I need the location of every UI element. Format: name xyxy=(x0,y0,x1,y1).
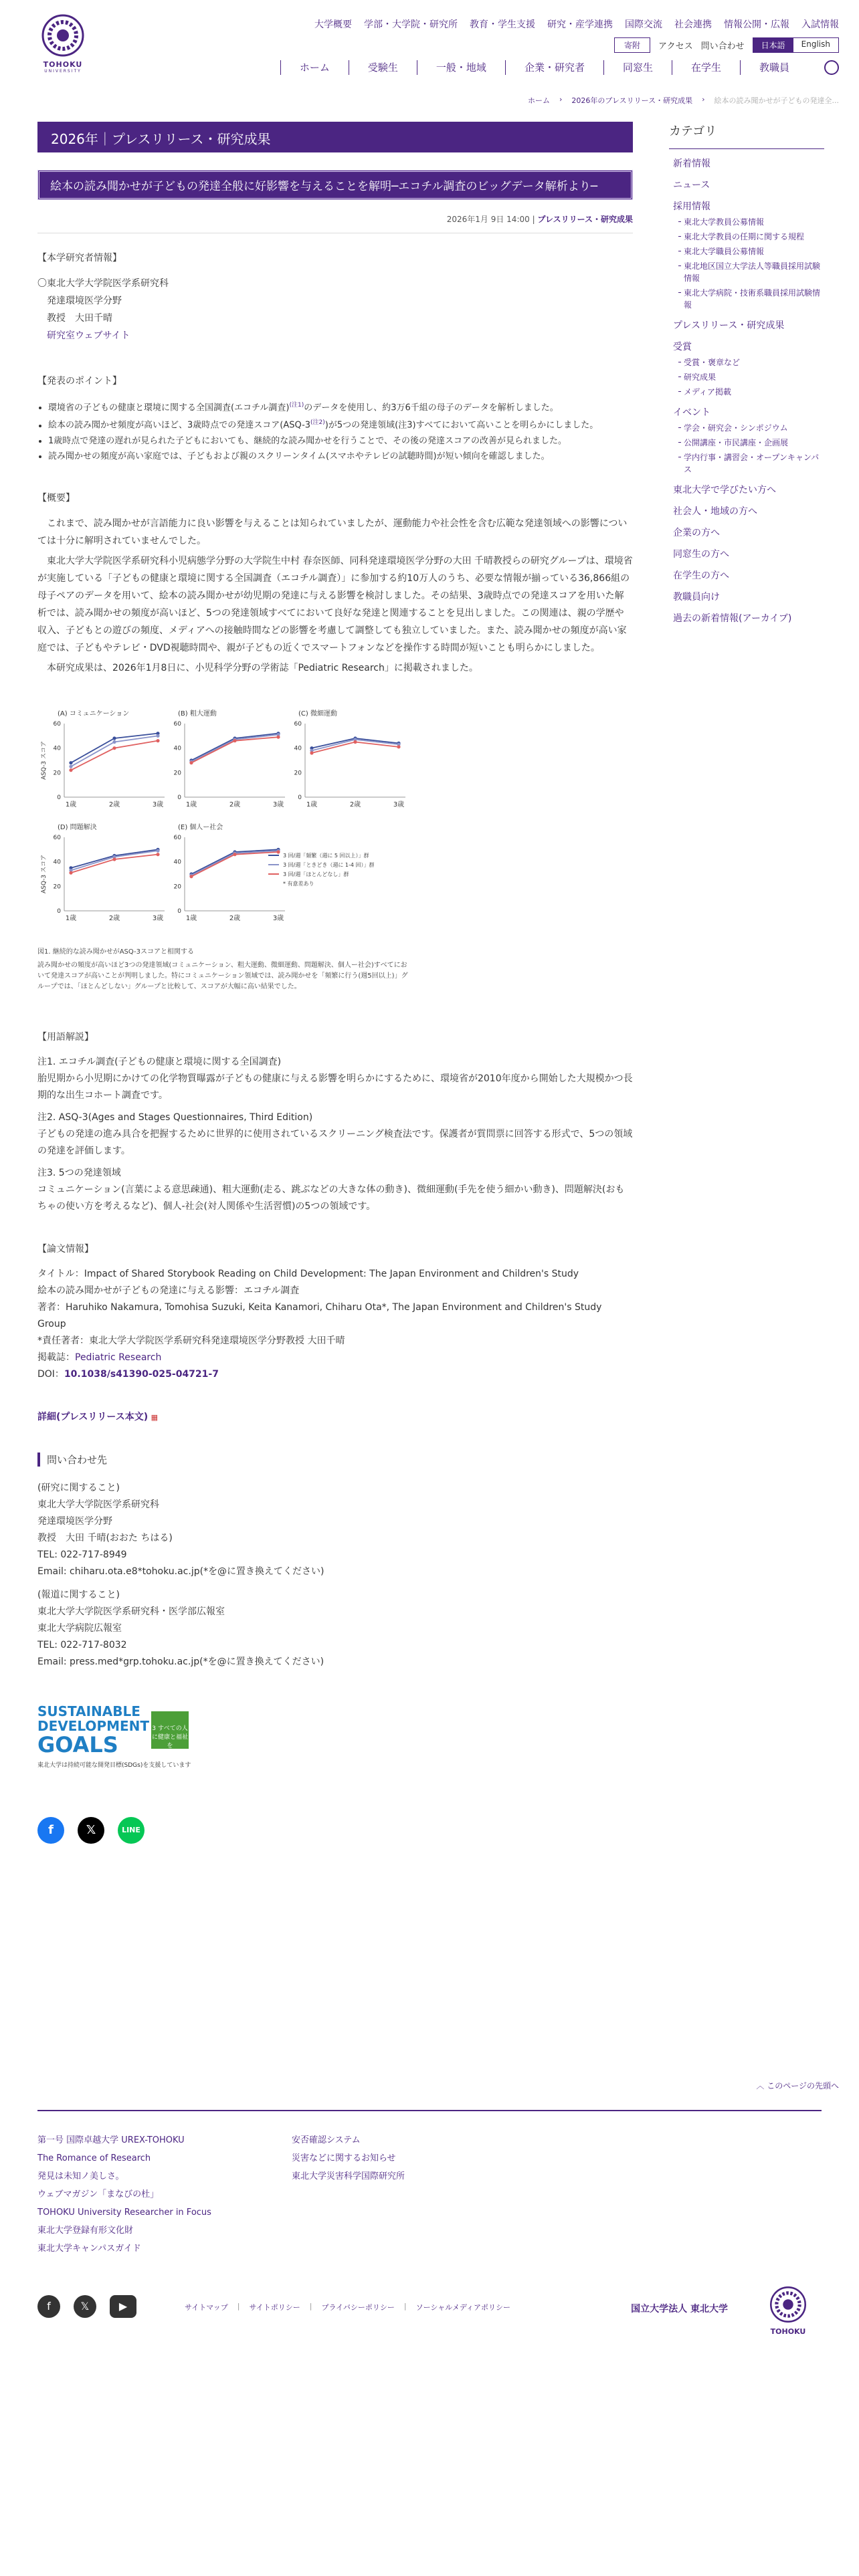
logo-subtext: UNIVERSITY xyxy=(44,69,82,74)
data-point xyxy=(233,739,236,742)
glossary-item: 注2. ASQ-3(Ages and Stages Questionnaires, Third Edition) 子どもの発達の進み具合を把握するために世界的に使用されているスクリーニング検査法です。保護者が質問票に回答する形式で、5つの領域の発達を評価します。 xyxy=(37,1111,633,1156)
y-axis-label: ASQ-3 スコア xyxy=(41,854,47,893)
footer-link[interactable]: 第一号 国際卓越大学 UREX-TOHOKU xyxy=(37,2135,185,2145)
university-logo[interactable] xyxy=(37,12,88,74)
sidebar-heading: カテゴリ xyxy=(669,122,824,149)
article-title: 絵本の読み聞かせが子どもの発達全般に好影響を与えることを解明─エコチル調査のビッグデータ解析より─ xyxy=(37,170,633,200)
breadcrumb-current: 絵本の読み聞かせが子どもの発達全... xyxy=(714,96,839,105)
sitemap-link[interactable]: サイトマップ xyxy=(185,2303,228,2312)
category-sidebar xyxy=(669,122,824,625)
data-point xyxy=(276,735,280,738)
sidebar-subitem[interactable]: 学会・研究会・シンポジウム xyxy=(669,422,824,434)
sidebar-subitem[interactable]: 東北大学職員公募情報 xyxy=(669,245,824,257)
doi-link[interactable]: 10.1038/s41390-025-04721-7 xyxy=(64,1368,219,1380)
sidebar-item[interactable]: 新着情報 xyxy=(673,158,710,169)
y-tick-label: 60 xyxy=(173,834,181,841)
access-link[interactable]: アクセス xyxy=(658,41,693,51)
data-point xyxy=(276,850,280,853)
top-nav-item[interactable]: 社会連携 xyxy=(674,19,712,30)
main-content xyxy=(37,122,633,1844)
data-point xyxy=(112,736,116,740)
sidebar-item[interactable]: 過去の新着情報(アーカイブ) xyxy=(673,613,792,624)
y-tick-label: 40 xyxy=(173,745,181,752)
glossary-item: 注3. 5つの発達領域 コミュニケーション(言葉による意思疎通)、粗大運動(走る、跳ぶなどの大きな体の動き)、微細運動(手先を使う細かい動き)、問題解決(おもちゃの使い方を考えるなど)、個人-社会(対人関係や生活習慣)の5つの領域です。 xyxy=(37,1167,625,1212)
contact-press: (報道に関すること) 東北大学大学院医学系研究科・医学部広報室 東北大学病院広報室 TEL: 022-717-8032 Email: press.med*grp.tohoku.ac.jp(*を@に置き換えてください) xyxy=(37,1589,324,1667)
footer-link[interactable]: 東北大学登録有形文化財 xyxy=(37,2226,134,2236)
x-tick-label: 2歳 xyxy=(108,914,120,922)
y-tick-label: 40 xyxy=(53,859,61,866)
breadcrumb-separator: › xyxy=(702,95,705,104)
sidebar-subitem[interactable]: 公開講座・市民講座・企画展 xyxy=(669,437,824,449)
data-point xyxy=(156,739,159,742)
main-nav-public[interactable]: 一般・地域 xyxy=(417,60,505,75)
youtube-icon[interactable]: ▶ xyxy=(110,2295,136,2318)
sidebar-subitem[interactable]: 東北大学教員の任期に関する規程 xyxy=(669,231,824,243)
paper-corresponding: *責任著者：東北大学大学院医学系研究科発達環境医学分野教授 大田千晴 xyxy=(37,1335,345,1346)
sidebar-item[interactable]: 社会人・地域の方へ xyxy=(673,506,757,517)
legend-entry: 3 回/週「ときどき（週に 1-4 回）」群 xyxy=(283,861,375,868)
top-nav-item[interactable]: 学部・大学院・研究所 xyxy=(364,19,458,30)
main-nav-business[interactable]: 企業・研究者 xyxy=(505,60,603,75)
sidebar-item[interactable]: 教職員向け xyxy=(673,592,720,603)
breadcrumb-separator: › xyxy=(559,95,563,104)
data-point xyxy=(310,751,313,754)
sidebar-item[interactable]: 同窓生の方へ xyxy=(673,549,729,560)
breadcrumb xyxy=(528,95,839,106)
researcher-name: 教授 大田千晴 xyxy=(47,313,112,324)
footer-legal: サイトマップ | サイトポリシー | プライバシーポリシー | ソーシャルメディアポリシー xyxy=(185,2302,510,2312)
sidebar-item[interactable]: イベント xyxy=(673,407,710,418)
point-item: • 絵本の読み聞かせ頻度が高いほど、3歳時点での発達スコア$(ASQ-3^{(注2)})$が5つの発達領域(注3)すべてにおいて高いことを明らかにしました。 xyxy=(48,415,633,433)
breadcrumb-parent[interactable]: 2026年のプレスリリース・研究成果 xyxy=(571,96,693,105)
top-nav-item[interactable]: 入試情報 xyxy=(801,19,839,30)
breadcrumb-home[interactable]: ホーム xyxy=(528,96,550,105)
point-item: • 1歳時点で発達の遅れが見られた子どもにおいても、継続的な読み聞かせを行うことで、その後の発達スコアの改善が見られました。 xyxy=(48,433,633,449)
summary-body xyxy=(37,515,633,677)
researcher-heading: 【本学研究者情報】 xyxy=(37,253,122,263)
data-point xyxy=(233,853,236,856)
points-list xyxy=(37,398,633,464)
utility-nav xyxy=(614,37,839,53)
top-nav-item[interactable]: 国際交流 xyxy=(625,19,662,30)
chevron-up-icon: ︿ xyxy=(756,2081,765,2090)
y-tick-label: 40 xyxy=(294,745,302,752)
detail-pdf-link[interactable]: 詳細(プレスリリース本文) xyxy=(37,1411,149,1422)
main-nav-alumni[interactable]: 同窓生 xyxy=(603,60,672,75)
footer-social xyxy=(37,2295,136,2318)
line-share-icon[interactable]: LINE xyxy=(118,1817,145,1844)
sidebar-subitem[interactable]: メディア掲載 xyxy=(669,386,824,398)
chart-panel-title: (B) 粗大運動 xyxy=(178,710,217,718)
sidebar-item[interactable]: 企業の方へ xyxy=(673,528,720,538)
footer-link[interactable]: 発見は未知ノ美しさ。 xyxy=(37,2171,124,2181)
footer-logo-text: TOHOKU xyxy=(770,2327,806,2336)
y-tick-label: 0 xyxy=(177,907,181,915)
y-tick-label: 0 xyxy=(57,794,61,801)
emblem-icon xyxy=(37,12,88,59)
footer-link[interactable]: ウェブマガジン「まなびの杜」 xyxy=(37,2189,159,2199)
y-tick-label: 60 xyxy=(173,720,181,728)
main-nav-staff[interactable]: 教職員 xyxy=(740,60,808,75)
y-tick-label: 60 xyxy=(53,834,61,841)
language-switch xyxy=(753,37,839,53)
y-tick-label: 0 xyxy=(57,907,61,915)
data-point xyxy=(156,734,159,737)
chart-panel-title: (C) 微細運動 xyxy=(298,710,337,718)
article-category-link[interactable]: プレスリリース・研究成果 xyxy=(537,215,633,224)
y-tick-label: 20 xyxy=(53,883,61,890)
main-nav-home[interactable]: ホーム xyxy=(280,60,349,75)
points-heading: 【発表のポイント】 xyxy=(37,376,122,387)
x-tick-label: 3歳 xyxy=(393,800,405,809)
data-point xyxy=(112,857,116,861)
top-nav-item[interactable]: 研究・産学連携 xyxy=(547,19,613,30)
sidebar-item[interactable]: 採用情報 xyxy=(673,201,710,212)
x-tick-label: 3歳 xyxy=(272,914,284,922)
data-point xyxy=(156,849,159,852)
share-buttons xyxy=(37,1817,633,1844)
paper-authors: 著者：Haruhiko Nakamura, Tomohisa Suzuki, Keita Kanamori, Chiharu Ota*, The Japan Environment and Children's Study Group xyxy=(37,1301,602,1329)
asq3-chart xyxy=(37,704,412,944)
emblem-icon xyxy=(765,2284,812,2325)
footer-link[interactable]: TOHOKU University Researcher in Focus xyxy=(37,2208,211,2218)
legend-entry: * 有意差あり xyxy=(283,880,314,887)
chart-panel-title: (D) 問題解決 xyxy=(58,823,97,831)
social-policy-link[interactable]: ソーシャルメディアポリシー xyxy=(415,2303,510,2312)
chart-panel-title: (E) 個人ー社会 xyxy=(178,823,223,831)
y-tick-label: 20 xyxy=(53,769,61,776)
footer-logo[interactable] xyxy=(761,2284,815,2336)
site-policy-link[interactable]: サイトポリシー xyxy=(249,2303,300,2312)
y-tick-label: 40 xyxy=(173,859,181,866)
donation-button[interactable]: 寄附 xyxy=(614,37,650,53)
main-nav-applicants[interactable]: 受験生 xyxy=(349,60,417,75)
x-tick-label: 3歳 xyxy=(152,914,164,922)
contact-link[interactable]: 問い合わせ xyxy=(700,41,745,51)
x-share-icon[interactable]: 𝕏 xyxy=(78,1817,104,1844)
main-nav xyxy=(280,60,839,75)
facebook-icon[interactable]: f xyxy=(37,2295,60,2318)
footer-link[interactable]: 安否確認システム xyxy=(291,2135,361,2145)
sidebar-item[interactable]: プレスリリース・研究成果 xyxy=(673,320,785,331)
sdgs-logo: SUSTAINABLE DEVELOPMENT GOALS xyxy=(37,1703,150,1757)
paper-heading: 【論文情報】 xyxy=(37,1243,94,1255)
glossary-item: 注1. エコチル調査(子どもの健康と環境に関する全国調査) 胎児期から小児期にかけての化学物質曝露が子どもの健康に与える影響を明らかにするために、環境省が2010年度から開始した大規模かつ長期的な出生コホート調査です。 xyxy=(37,1056,633,1101)
pdf-icon: ▦ xyxy=(151,1412,158,1422)
researcher-affiliation: 〇東北大学大学院医学系研究科 xyxy=(37,278,169,289)
sdgs-note: 東北大学は持続可能な開発目標(SDGs)を支援しています xyxy=(37,1761,191,1769)
x-tick-label: 1歳 xyxy=(65,914,77,922)
x-tick-label: 1歳 xyxy=(306,800,318,809)
footer-link[interactable]: 災害などに関するお知らせ xyxy=(291,2153,396,2163)
journal-link[interactable]: Pediatric Research xyxy=(75,1352,162,1363)
researcher-field: 発達環境医学分野 xyxy=(47,296,122,306)
footer-org-name: 国立大学法人 東北大学 xyxy=(631,2304,728,2315)
lang-en-button[interactable]: English xyxy=(801,39,830,49)
glossary-heading: 【用語解説】 xyxy=(37,1031,94,1043)
sidebar-item[interactable]: ニュース xyxy=(673,180,710,191)
summary-paragraph: これまで、読み聞かせが言語能力に良い影響を与えることは知られていましたが、運動能力や社会性を含む広範な発達領域への影響については十分に解明されていませんでした。 xyxy=(37,518,628,546)
data-point xyxy=(353,740,357,744)
sidebar-subitem[interactable]: 研究成果 xyxy=(669,371,824,383)
figure-caption-title: 図1. 継続的な読み聞かせがASQ-3スコアと相関する xyxy=(37,948,195,956)
page-top-link[interactable]: ︿ このページの先頭へ xyxy=(756,2081,839,2090)
sidebar-subitem[interactable]: 東北大学教員公募情報 xyxy=(669,216,824,228)
top-nav-item[interactable]: 情報公開・広報 xyxy=(724,19,789,30)
data-point xyxy=(69,871,72,874)
contact-heading: 問い合わせ先 xyxy=(37,1453,633,1467)
top-nav-item[interactable]: 教育・学生支援 xyxy=(470,19,535,30)
footer-link[interactable]: The Romance of Research xyxy=(37,2153,151,2163)
search-icon[interactable] xyxy=(824,60,839,75)
sidebar-subitem[interactable]: 東北大学病院・技術系職員採用試験情報 xyxy=(669,287,824,311)
x-tick-label: 2歳 xyxy=(349,800,361,809)
legend-entry: 3 回/週「頻繁（週に 5 回以上）」群 xyxy=(283,852,369,859)
site-header xyxy=(0,0,859,114)
summary-paragraph: 本研究成果は、2026年1月8日に、小児科学分野の学術誌「Pediatric Research」に掲載されました。 xyxy=(47,662,478,673)
sdg-goal-3-icon: 3 すべての人に健康と福祉を xyxy=(151,1711,189,1749)
figure-caption-text: 読み聞かせの頻度が高いほど3つの発達領域(コミュニケーション、粗大運動、微細運動、問題解決、個人ー社会)すべてにおいて発達スコアが高いことが判明しました。特にコミュニケーション領域では、読み聞かせを「頻繁に行う(週5回以上)」グループでは、「ほとんどしない」グループと比較して、スコアが大幅に高い結果でした。 xyxy=(37,961,408,990)
point-item: • 読み聞かせの頻度が高い家庭では、子どもおよび親のスクリーンタイム(スマホやテレビの試聴時間)が短い傾向を確認しました。 xyxy=(48,449,633,464)
data-point xyxy=(112,740,116,744)
privacy-policy-link[interactable]: プライバシーポリシー xyxy=(321,2303,395,2312)
chart-panel-title: (A) コミュニケーション xyxy=(58,710,130,718)
footer-link[interactable]: 東北大学災害科学国際研究所 xyxy=(291,2171,405,2181)
main-nav-students[interactable]: 在学生 xyxy=(672,60,740,75)
footer-col-1 xyxy=(37,2131,211,2258)
x-icon[interactable]: 𝕏 xyxy=(74,2295,96,2318)
y-tick-label: 40 xyxy=(53,745,61,752)
y-axis-label: ASQ-3 スコア xyxy=(41,740,47,780)
legend-entry: 3 回/週「ほとんどなし」群 xyxy=(283,871,349,877)
x-tick-label: 1歳 xyxy=(65,800,77,809)
y-tick-label: 0 xyxy=(298,794,302,801)
category-banner: 2026年｜プレスリリース・研究成果 xyxy=(37,122,633,152)
x-tick-label: 3歳 xyxy=(152,800,164,809)
sidebar-subitem[interactable]: 東北地区国立大学法人等職員採用試験情報 xyxy=(669,260,824,284)
y-tick-label: 20 xyxy=(294,769,302,776)
sidebar-subitem[interactable]: 受賞・褒章など xyxy=(669,356,824,368)
article-date: 2026年1月 9日 14:00 xyxy=(446,215,530,224)
lab-website-link[interactable]: 研究室ウェブサイト xyxy=(47,330,130,341)
sidebar-item[interactable]: 東北大学で学びたい方へ xyxy=(673,485,776,496)
point-item: • 環境省の子どもの健康と環境に関する全国調査(エコチル調査)$^{(注1)}$のデータを使用し、約3万6千組の母子のデータを解析しました。 xyxy=(48,398,633,415)
data-point xyxy=(69,768,72,772)
y-tick-label: 0 xyxy=(177,794,181,801)
y-tick-label: 20 xyxy=(173,769,181,776)
facebook-share-icon[interactable]: f xyxy=(37,1817,64,1844)
x-tick-label: 2歳 xyxy=(229,800,241,809)
top-nav-item[interactable]: 大学概要 xyxy=(314,19,352,30)
top-nav xyxy=(314,17,839,31)
x-tick-label: 2歳 xyxy=(108,800,120,809)
summary-paragraph: 東北大学大学院医学系研究科小児病態学分野の大学院生中村 春奈医師、同科発達環境医学分野の大田 千晴教授らの研究グループは、環境省が実施している「子どもの健康と環境に関する全国調査（エコチル調査）」に参加する約10万人のうち、必要な情報が揃っている36,866組の母子ペアのデータを用いて、絵本の読み聞かせが幼児期の発達に与える影響を検討しました。その結果、3歳時点での発達スコアを用いた解析では、読み聞かせの頻度が高いほど、5つの発達領域すべてにおいて良好な発達と関連することを見出しました。この関連は、親の学歴や収入、子どもとの遊びの頻度、メディアへの接触時間などの影響を考慮して調整しても独立していました。また、読み聞かせの頻度が高い家庭では、子どもやテレビ・DVD視聴時間や、親が子どもの近くでスマートフォンなどを操作する時間が短いことも明らかにしました。 xyxy=(37,555,633,653)
x-tick-label: 2歳 xyxy=(229,914,241,922)
site-footer xyxy=(37,2110,822,2345)
data-point xyxy=(397,745,400,748)
sidebar-item[interactable]: 受賞 xyxy=(673,342,692,352)
data-point xyxy=(69,761,72,764)
article-meta: 2026年1月 9日 14:00 | プレスリリース・研究成果 xyxy=(446,215,633,224)
paper-info: タイトル：Impact of Shared Storybook Reading on Child Development: The Japan Environment and Children's Study 絵本の読み聞かせが子どもの発達に与える影響：エコチル調査 著者：Haruhiko Nakamura, Tomohisa Suzuki, Keita Kanamori, Chiharu Ota*, The Japan Environment and Children's Study Group *責任著者：東北大学大学院医学系研究科発達環境医学分野教授 大田千晴 掲載誌：Pediatric Research DOI：10.1038/s41390-025-04721-7 xyxy=(37,1266,633,1383)
paper-ja-title: 絵本の読み聞かせが子どもの発達に与える影響：エコチル調査 xyxy=(37,1285,300,1296)
data-point xyxy=(156,853,159,856)
footer-link[interactable]: 東北大学キャンパスガイド xyxy=(37,2244,141,2254)
footer-col-2 xyxy=(292,2131,405,2258)
lang-ja-button[interactable]: 日本語 xyxy=(753,38,793,52)
sidebar-subitem[interactable]: 学内行事・講習会・オープンキャンパス xyxy=(669,451,824,475)
data-point xyxy=(189,761,193,764)
sidebar-list xyxy=(669,157,824,625)
logo-text: TOHOKU xyxy=(43,60,83,69)
x-tick-label: 1歳 xyxy=(185,914,197,922)
x-tick-label: 3歳 xyxy=(272,800,284,809)
y-tick-label: 60 xyxy=(294,720,302,728)
summary-heading: 【概要】 xyxy=(37,492,75,504)
y-tick-label: 20 xyxy=(173,883,181,890)
data-point xyxy=(189,875,193,878)
sidebar-item[interactable]: 在学生の方へ xyxy=(673,570,729,581)
contact-research: (研究に関すること) 東北大学大学院医学系研究科 発達環境医学分野 教授 大田 千晴(おおた ちはる) TEL: 022-717-8949 Email: chiharu.ota.e8*tohoku.ac.jp(*を@に置き換えてください) xyxy=(37,1482,324,1577)
paper-title: タイトル：Impact of Shared Storybook Reading on Child Development: The Japan Environment and Children's Study xyxy=(37,1268,579,1279)
x-tick-label: 1歳 xyxy=(185,800,197,809)
y-tick-label: 60 xyxy=(53,720,61,728)
sdgs-block xyxy=(37,1704,633,1756)
data-point xyxy=(69,764,72,768)
data-point xyxy=(112,746,116,750)
figure-1 xyxy=(37,704,412,992)
